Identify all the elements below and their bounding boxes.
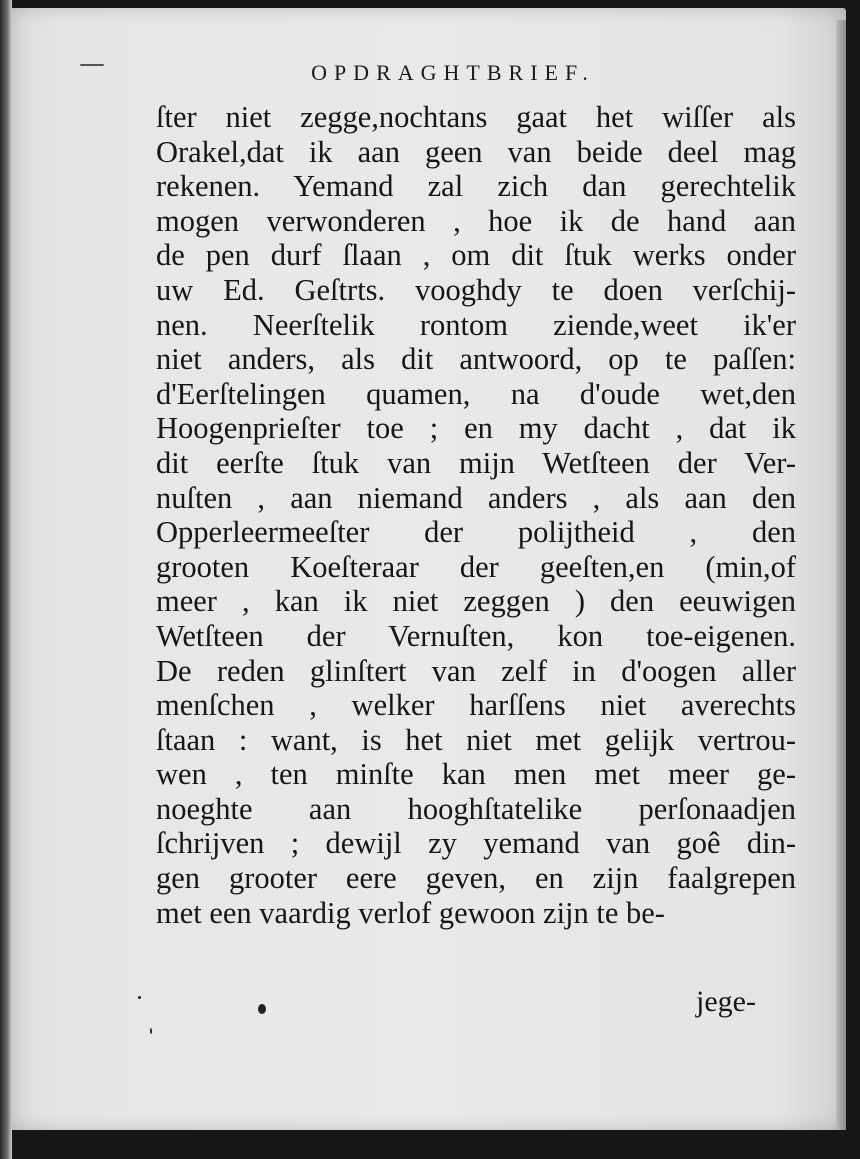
text-line: ſchrijven ; dewijl zy yemand van goê din- (156, 826, 796, 861)
ink-speck (150, 1028, 152, 1034)
text-line: Hoogenprieſter toe ; en my dacht , dat ik (156, 411, 796, 446)
text-line: meer , kan ik niet zeggen ) den eeuwigen (156, 584, 796, 619)
text-line: nen. Neerſtelik rontom ziende,weet ik'er (156, 307, 796, 342)
text-line: gen grooter eere geven, en zijn faalgrepen (156, 861, 796, 896)
page-fore-edge (836, 20, 846, 1130)
text-line: met een vaardig verlof gewoon zijn te be- (156, 895, 665, 930)
ink-speck (138, 996, 141, 999)
text-line: wen , ten minſte kan men met meer ge- (156, 757, 796, 792)
text-line: niet anders, als dit antwoord, op te paſſen: (156, 342, 796, 377)
text-line: d'Eerſtelingen quamen, na d'oude wet,den (156, 376, 796, 411)
text-line: rekenen. Yemand zal zich dan gerechtelik (156, 169, 796, 204)
text-line: ſtaan : want, is het niet met gelijk vertrou- (156, 722, 796, 757)
running-head: OPDRAGHTBRIEF. (311, 60, 595, 85)
text-line: Opperleermeeſter der polijtheid , den (156, 515, 796, 550)
text-line: grooten Koeſteraar der geeſten,en (min,of (156, 549, 796, 584)
text-line: ſter niet zegge,nochtans gaat het wiſſer als (156, 100, 796, 134)
text-line: de pen durf ſlaan , om dit ſtuk werks onder (156, 238, 796, 273)
body-text (156, 100, 796, 930)
ink-speck (80, 64, 104, 66)
text-line: Orakel,dat ik aan geen van beide deel mag (156, 134, 796, 169)
book-page (10, 8, 846, 1130)
catchword: jege- (696, 985, 756, 1018)
ink-speck (258, 1004, 266, 1014)
text-line: mogen verwonderen , hoe ik de hand aan (156, 203, 796, 238)
text-line: dit eerſte ſtuk van mijn Wetſteen der Ver- (156, 445, 796, 480)
text-line: Wetſteen der Vernuſten, kon toe-eigenen. (156, 618, 796, 653)
text-line: De reden glinſtert van zelf in d'oogen aller (156, 653, 796, 688)
text-line: noeghte aan hooghſtatelike perſonaadjen (156, 791, 796, 826)
binding-shadow (0, 0, 12, 1159)
text-line: uw Ed. Geſtrts. vooghdy te doen verſchij- (156, 272, 796, 307)
text-line: menſchen , welker harſſens niet averechts (156, 688, 796, 723)
text-line: nuſten , aan niemand anders , als aan den (156, 480, 796, 515)
